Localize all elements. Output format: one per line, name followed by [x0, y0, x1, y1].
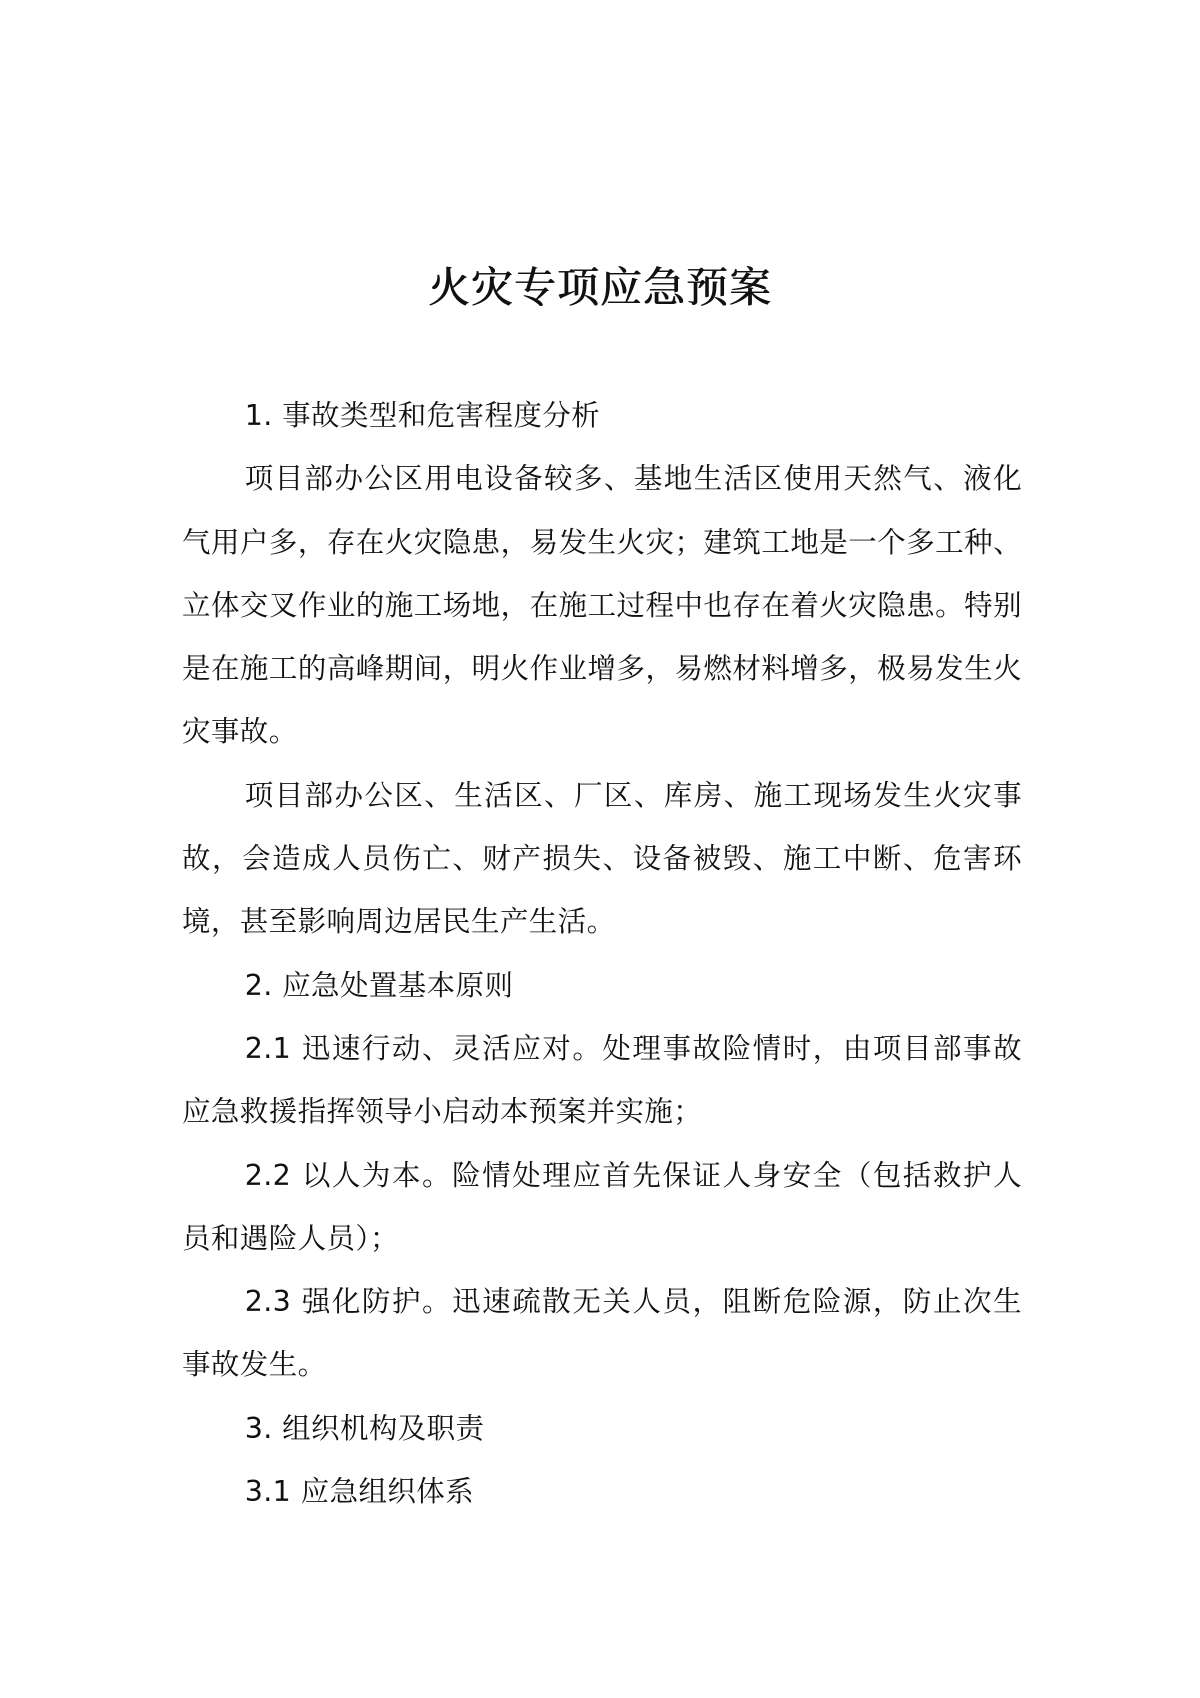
section-heading-3-1: 3.1 应急组织体系 — [244, 1475, 475, 1509]
paragraph-principle-2-1: 2.1 迅速行动、灵活应对。处理事故险情时，由项目部事故应急救援指挥领导小启动本预案并实施； — [182, 1031, 1022, 1129]
paragraph-principle-2-3: 2.3 强化防护。迅速疏散无关人员，阻断危险源，防止次生事故发生。 — [182, 1285, 1022, 1382]
paragraph-consequences: 项目部办公区、生活区、厂区、库房、施工现场发生火灾事故，会造成人员伤亡、财产损失、设备被毁、施工中断、危害环境，甚至影响周边居民生产生活。 — [182, 778, 1022, 939]
document-body — [182, 384, 1022, 1523]
section-heading-1: 1. 事故类型和危害程度分析 — [244, 399, 601, 432]
paragraph-principle-2-2: 2.2 以人为本。险情处理应首先保证人身安全（包括救护人员和遇险人员）； — [182, 1158, 1022, 1255]
section-heading-2: 2. 应急处置基本原则 — [244, 968, 514, 1002]
document-title: 火灾专项应急预案 — [427, 263, 772, 312]
paragraph-hazard-description: 项目部办公区用电设备较多、基地生活区使用天然气、液化气用户多，存在火灾隐患，易发生火灾；建筑工地是一个多工种、立体交叉作业的施工场地，在施工过程中也存在着火灾隐患。特别是在施工的高峰期间，明火作业增多，易燃材料增多，极易发生火灾事故。 — [182, 462, 1022, 749]
section-heading-3: 3. 组织机构及职责 — [244, 1411, 485, 1445]
